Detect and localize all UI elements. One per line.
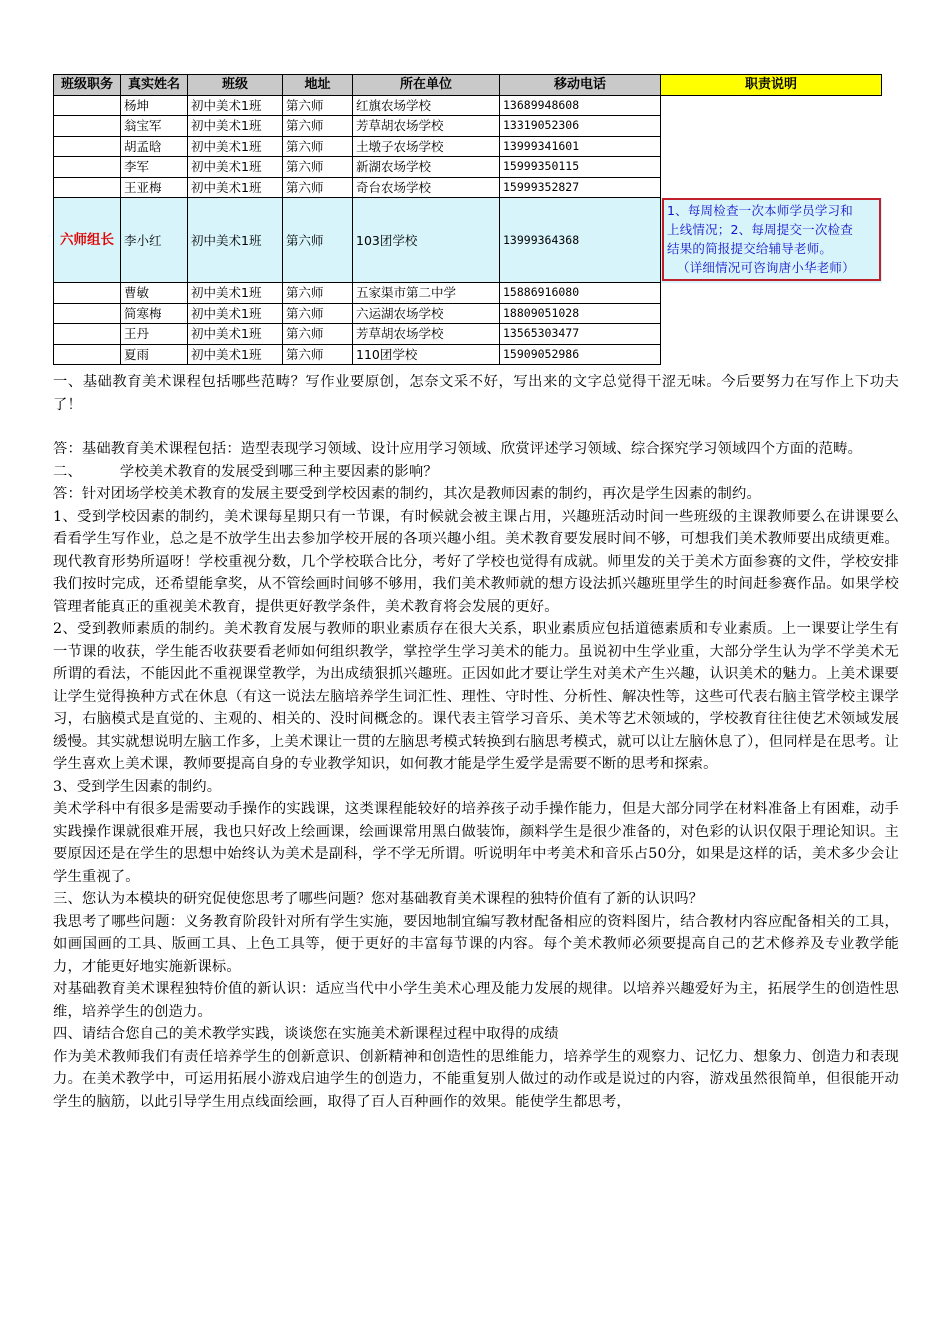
duty-line: 结果的简报提交给辅导老师。	[667, 240, 833, 256]
answer-1: 答：基础教育美术课程包括：造型表现学习领域、设计应用学习领域、欣赏评述学习领域、综合探究学习领域四个方面的范畴。	[53, 441, 863, 457]
unit-cell: 土墩子农场学校	[353, 136, 500, 157]
address-cell: 第六师	[283, 303, 353, 324]
table-row	[54, 136, 882, 157]
phone-cell: 13565303477	[500, 324, 661, 345]
table-row	[54, 95, 882, 116]
paragraph-student-factor-title: 3、受到学生因素的制约。	[53, 778, 222, 795]
header-class: 班级	[188, 75, 283, 96]
header-name: 真实姓名	[121, 75, 188, 96]
name-cell: 夏雨	[121, 344, 188, 365]
unit-cell: 五家渠市第二中学	[353, 283, 500, 304]
class-cell: 初中美术1班	[188, 283, 283, 304]
empty-cell	[661, 116, 882, 137]
name-cell: 王丹	[121, 324, 188, 345]
role-cell	[54, 136, 121, 157]
question-2	[53, 461, 899, 484]
unit-cell: 奇台农场学校	[353, 177, 500, 198]
question-2-text: 学校美术教育的发展受到哪三种主要因素的影响？	[119, 463, 438, 480]
class-cell: 初中美术1班	[188, 95, 283, 116]
empty-cell	[661, 136, 882, 157]
address-cell: 第六师	[283, 283, 353, 304]
unit-cell: 六运湖农场学校	[353, 303, 500, 324]
duty-line: 上线情况；2、每周提交一次检查	[667, 221, 853, 237]
empty-cell	[661, 283, 882, 304]
name-cell: 翁宝军	[121, 116, 188, 137]
empty-cell	[661, 303, 882, 324]
table-header-row	[54, 75, 882, 96]
class-cell: 初中美术1班	[188, 136, 283, 157]
table-row	[54, 157, 882, 178]
address-cell: 第六师	[283, 198, 353, 283]
phone-cell: 15909052986	[500, 344, 661, 365]
name-cell: 李军	[121, 157, 188, 178]
address-cell: 第六师	[283, 136, 353, 157]
duty-note: （详细情况可咨询唐小华老师）	[677, 259, 855, 275]
article-body	[53, 371, 899, 1113]
class-cell: 初中美术1班	[188, 344, 283, 365]
answer-3-part-2: 对基础教育美术课程独特价值的新认识：适应当代中小学生美术心理及能力发展的规律。以培养兴趣爱好为主，拓展学生的创造性思维，培养学生的创造力。	[53, 981, 899, 1020]
phone-cell: 13999341601	[500, 136, 661, 157]
address-cell: 第六师	[283, 157, 353, 178]
answer-4: 作为美术教师我们有责任培养学生的创新意识、创新精神和创造性的思维能力，培养学生的观察力、记忆力、想象力、创造力和表现力。在美术教学中，可运用拓展小游戏启迪学生的创造力，不能重复别人做过的动作或是说过的内容，游戏虽然很简单，但很能开动学生的脑筋，以此引导学生用点线面绘画，取得了百人百种画作的效果。能使学生都思考，	[53, 1048, 899, 1110]
empty-cell	[661, 157, 882, 178]
role-cell	[54, 283, 121, 304]
unit-cell: 红旗农场学校	[353, 95, 500, 116]
leader-row	[54, 198, 882, 283]
table-row	[54, 344, 882, 365]
table-row	[54, 303, 882, 324]
class-cell: 初中美术1班	[188, 324, 283, 345]
leader-role-cell: 六师组长	[54, 198, 121, 283]
table-row	[54, 177, 882, 198]
role-cell	[54, 177, 121, 198]
table-row	[54, 116, 882, 137]
phone-cell: 15999350115	[500, 157, 661, 178]
role-cell	[54, 157, 121, 178]
duty-cell	[661, 198, 882, 283]
table-row	[54, 283, 882, 304]
header-duty: 职责说明	[661, 75, 882, 96]
phone-cell: 15999352827	[500, 177, 661, 198]
phone-cell: 13999364368	[500, 198, 661, 283]
question-2-number: 二、	[53, 463, 82, 480]
paragraph-school-factor: 1、受到学校因素的制约，美术课每星期只有一节课，有时候就会被主课占用，兴趣班活动时间一些班级的主课教师要么在讲课要么看看学生写作业，总之是不放学生出去参加学校开展的各项兴趣小组。美术教育要发展时间不够，可想我们美术教师要出成绩更难。现代教育形势所逼呀！学校重视分数，几个学校联合比分，考好了学校也觉得有成就。师里发的关于美术方面参赛的文件，学校安排我们按时完成，还希望能拿奖，从不管绘画时间够不够用，我们美术教师就的想方设法抓兴趣班里学生的时间赶参赛作品。如果学校管理者能真正的重视美术教育，提供更好教学条件，美术教育将会发展的更好。	[53, 508, 899, 615]
role-cell	[54, 95, 121, 116]
unit-cell: 103团学校	[353, 198, 500, 283]
phone-cell: 15886916080	[500, 283, 661, 304]
header-role: 班级职务	[54, 75, 121, 96]
phone-cell: 13689948608	[500, 95, 661, 116]
empty-cell	[661, 177, 882, 198]
address-cell: 第六师	[283, 177, 353, 198]
name-cell: 杨坤	[121, 95, 188, 116]
phone-cell: 13319052306	[500, 116, 661, 137]
address-cell: 第六师	[283, 344, 353, 365]
role-cell	[54, 116, 121, 137]
empty-cell	[661, 324, 882, 345]
class-cell: 初中美术1班	[188, 157, 283, 178]
address-cell: 第六师	[283, 324, 353, 345]
name-cell: 简寒梅	[121, 303, 188, 324]
class-cell: 初中美术1班	[188, 303, 283, 324]
name-cell: 李小红	[121, 198, 188, 283]
question-3: 三、您认为本模块的研究促使您思考了哪些问题？您对基础教育美术课程的独特价值有了新的认识吗？	[53, 891, 704, 907]
duty-description-box	[662, 198, 881, 281]
name-cell: 王亚梅	[121, 177, 188, 198]
name-cell: 曹敏	[121, 283, 188, 304]
question-1: 一、基础教育美术课程包括哪些范畴？写作业要原创，怎奈文采不好，写出来的文字总觉得干涩无味。今后要努力在写作上下功夫了！	[53, 374, 899, 413]
class-cell: 初中美术1班	[188, 198, 283, 283]
address-cell: 第六师	[283, 116, 353, 137]
answer-3-part-1: 我思考了哪些问题：义务教育阶段针对所有学生实施，要因地制宜编写教材配备相应的资料图片，结合教材内容应配备相关的工具，如画国画的工具、版画工具、上色工具等，便于更好的丰富每节课的内容。每个美术教师必须要提高自己的艺术修养及专业教学能力，才能更好地实施新课标。	[53, 913, 899, 975]
role-cell	[54, 344, 121, 365]
class-cell: 初中美术1班	[188, 116, 283, 137]
question-4: 四、请结合您自己的美术教学实践，谈谈您在实施美术新课程过程中取得的成绩	[53, 1026, 559, 1042]
class-cell: 初中美术1班	[188, 177, 283, 198]
address-cell: 第六师	[283, 95, 353, 116]
phone-cell: 18809051028	[500, 303, 661, 324]
role-cell	[54, 324, 121, 345]
header-address: 地址	[283, 75, 353, 96]
role-cell	[54, 303, 121, 324]
header-phone: 移动电话	[500, 75, 661, 96]
paragraph-teacher-factor: 2、受到教师素质的制约。美术教育发展与教师的职业素质存在很大关系，职业素质应包括道德素质和专业素质。上一课要让学生有一节课的收获，学生能否收获要看老师如何组织教学，掌控学生学习美术的能力。虽说初中生学业重，大部分学生认为学不学美术无所谓的看法，不能因此不重视课堂教学，为出成绩狠抓兴趣班。正因如此才要让学生对美术产生兴趣，认识美术的魅力。上美术课要让学生觉得换种方式在休息（有这一说法左脑培养学生词汇性、理性、守时性、分析性、解决性等，这些可代表右脑主管学校主课学习，右脑模式是直觉的、主观的、相关的、没时间概念的。课代表主管学习音乐、美术等艺术领域的，学校教育往往使艺术领域发展缓慢。其实就想说明左脑工作多，上美术课让一贯的左脑思考模式转换到右脑思考模式，就可以让左脑休息了），但同样是在思考。让学生喜欢上美术课，教师要提高自身的专业教学知识，如何教才能是学生爱学是需要不断的思考和探索。	[53, 621, 899, 772]
header-unit: 所在单位	[353, 75, 500, 96]
paragraph-student-factor: 美术学科中有很多是需要动手操作的实践课，这类课程能较好的培养孩子动手操作能力，但是大部分同学在材料准备上有困难，动手实践操作课就很难开展，我也只好改上绘画课，绘画课常用黑白做装饰，颜料学生是很少准备的，对色彩的认识仅限于理论知识。主要原因还是在学生的思想中始终认为美术是副科，学不学无所谓。听说明年中考美术和音乐占50分，如果是这样的话，美术多少会让学生重视了。	[53, 801, 899, 885]
name-cell: 胡孟晗	[121, 136, 188, 157]
roster-table	[53, 74, 882, 365]
unit-cell: 芳草胡农场学校	[353, 324, 500, 345]
empty-cell	[661, 344, 882, 365]
empty-cell	[661, 95, 882, 116]
answer-2: 答：针对团场学校美术教育的发展主要受到学校因素的制约，其次是教师因素的制约，再次是学生因素的制约。	[53, 486, 761, 502]
unit-cell: 110团学校	[353, 344, 500, 365]
unit-cell: 芳草胡农场学校	[353, 116, 500, 137]
table-row	[54, 324, 882, 345]
unit-cell: 新湖农场学校	[353, 157, 500, 178]
duty-line: 1、每周检查一次本师学员学习和	[667, 202, 853, 218]
